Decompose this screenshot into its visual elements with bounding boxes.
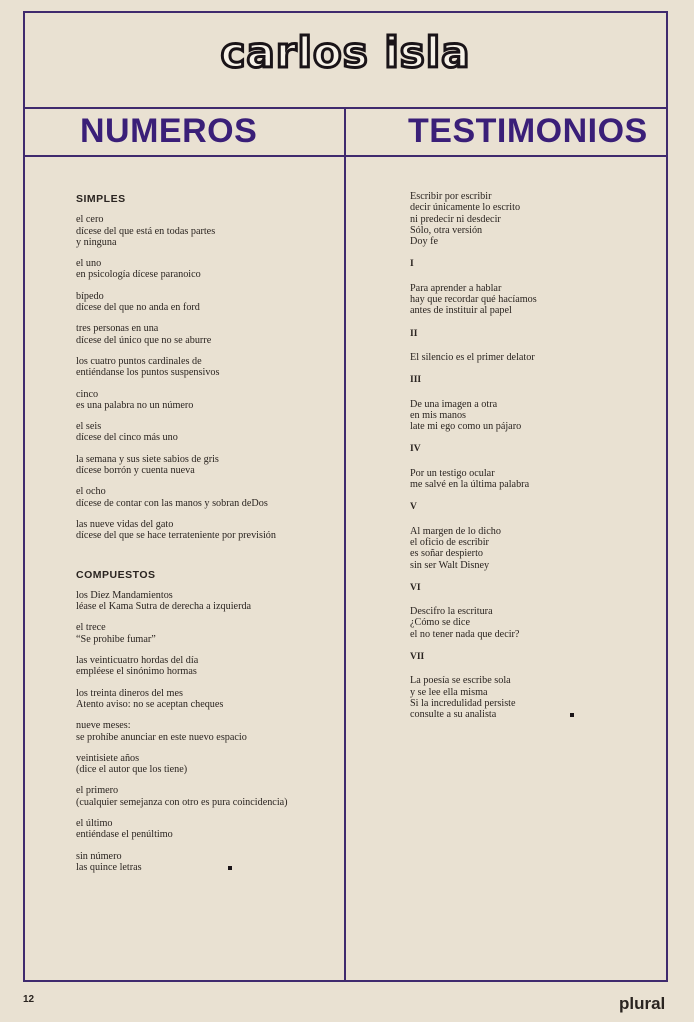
- verse-line: me salvé en la última palabra: [410, 479, 530, 491]
- verse-line: Doy fe: [410, 236, 439, 248]
- stanza: [76, 356, 338, 379]
- stanza: [410, 399, 660, 433]
- verse-line: el primero: [76, 785, 119, 797]
- verse-line: dícese del que se hace terrateniente por previsión: [76, 530, 276, 542]
- stanza: [76, 214, 338, 248]
- verse-line: Al margen de lo dicho: [410, 525, 501, 537]
- testimonios-intro: [410, 191, 660, 247]
- verse-line: consulte a su analista: [410, 709, 660, 720]
- verse-line: las veinticuatro hordas del día: [76, 655, 199, 667]
- stanza: [76, 258, 338, 281]
- section-numeral: V: [410, 502, 417, 513]
- verse-line: el último: [76, 817, 113, 829]
- verse-line: y ninguna: [76, 236, 117, 248]
- verse-line: De una imagen a otra: [410, 398, 498, 410]
- verse-line: el trece: [76, 622, 106, 634]
- author-title: carlos isla: [220, 28, 471, 77]
- verse-line: entiéndase el penúltimo: [76, 829, 173, 841]
- verse-line: Por un testigo ocular: [410, 467, 495, 479]
- testimonios-sections: [410, 259, 660, 720]
- verse-line: ¿Cómo se dice: [410, 617, 470, 629]
- verse-line: “Se prohibe fumar”: [76, 633, 156, 645]
- stanza: [410, 468, 660, 491]
- section-numeral: VII: [410, 652, 425, 663]
- verse-line: bípedo: [76, 290, 104, 302]
- section-numeral: VI: [410, 582, 421, 593]
- verse-line: es soñar despierto: [410, 548, 483, 560]
- verse-line: Atento aviso: no se aceptan cheques: [76, 698, 224, 710]
- stanza: [76, 688, 338, 711]
- compuestos-poem: [76, 590, 338, 873]
- verse-line: dícese del cinco más uno: [76, 432, 178, 444]
- verse-line: empléese el sinónimo hormas: [76, 666, 197, 678]
- verse-line: en psicología dícese paranoico: [76, 269, 201, 281]
- verse-line: dícese del que está en todas partes: [76, 225, 216, 237]
- verse-line: las nueve vidas del gato: [76, 518, 174, 530]
- simples-poem: [76, 214, 338, 541]
- verse-line: cinco: [76, 388, 99, 400]
- verse-line: (cualquier semejanza con otro es pura coincidencia): [76, 796, 288, 808]
- verse-line: los Diez Mandamientos: [76, 589, 173, 601]
- verse-line: dícese de contar con las manos y sobran deDos: [76, 497, 268, 509]
- verse-line: Para aprender a hablar: [410, 282, 502, 294]
- stanza: [76, 622, 338, 645]
- verse-line: hay que recordar qué hacíamos: [410, 294, 537, 306]
- verse-line: se prohíbe anunciar en este nuevo espacio: [76, 731, 247, 743]
- stanza: [76, 323, 338, 346]
- stanza: [410, 352, 660, 363]
- end-mark: [228, 866, 232, 870]
- magazine-logo: plural: [619, 994, 666, 1013]
- verse-line: dícese del que no anda en ford: [76, 302, 200, 314]
- verse-line: Sólo, otra versión: [410, 224, 483, 236]
- verse-line: tres personas en una: [76, 323, 159, 335]
- stanza: [76, 519, 338, 542]
- verse-line: la semana y sus siete sabios de gris: [76, 453, 219, 465]
- verse-line: los cuatro puntos cardinales de: [76, 355, 202, 367]
- verse-line: antes de instituir al papel: [410, 305, 512, 317]
- verse-line: el uno: [76, 258, 102, 270]
- compuestos-heading: COMPUESTOS: [76, 568, 156, 581]
- verse-line: sin número: [76, 850, 122, 862]
- verse-line: nueve meses:: [76, 720, 131, 732]
- verse-line: el no tener nada que decir?: [410, 628, 520, 640]
- verse-line: decir únicamente lo escrito: [410, 202, 521, 214]
- stanza: [410, 526, 660, 571]
- page-number: 12: [23, 994, 35, 1005]
- column-divider: [344, 107, 346, 982]
- left-column-title: NUMEROS: [80, 112, 258, 150]
- stanza: [76, 851, 338, 874]
- stanza: [76, 389, 338, 412]
- stanza: [76, 590, 338, 613]
- section-numeral: III: [410, 375, 422, 386]
- section-numeral: I: [410, 259, 414, 270]
- stanza: [76, 785, 338, 808]
- stanza: [410, 675, 660, 720]
- verse-line: el cero: [76, 214, 104, 226]
- verse-line: veintisiete años: [76, 752, 140, 764]
- verse-line: ni predecir ni desdecir: [410, 213, 501, 225]
- verse-line: late mi ego como un pájaro: [410, 421, 522, 433]
- stanza: [410, 283, 660, 317]
- verse-line: en mis manos: [410, 409, 467, 421]
- verse-line: sin ser Walt Disney: [410, 559, 490, 571]
- testimonios-column: [410, 191, 660, 731]
- verse-line: el seis: [76, 421, 102, 433]
- verse-line: Si la incredulidad persiste: [410, 697, 516, 709]
- verse-line: el oficio de escribir: [410, 536, 489, 548]
- verse-line: El silencio es el primer delator: [410, 351, 535, 363]
- stanza: [76, 486, 338, 509]
- verse-line: dícese borrón y cuenta nueva: [76, 465, 195, 477]
- section-numeral: IV: [410, 444, 421, 455]
- verse-line: es una palabra no un número: [76, 399, 194, 411]
- verse-line: La poesía se escribe sola: [410, 675, 511, 687]
- stanza: [76, 421, 338, 444]
- end-mark: [570, 713, 574, 717]
- stanza: [410, 606, 660, 640]
- verse-line: léase el Kama Sutra de derecha a izquierda: [76, 601, 252, 613]
- verse-line: el ocho: [76, 486, 106, 498]
- simples-heading: SIMPLES: [76, 193, 126, 205]
- verse-line: dícese del único que no se aburre: [76, 334, 212, 346]
- verse-line: Descifro la escritura: [410, 606, 493, 618]
- verse-line: Escribir por escribir: [410, 191, 492, 202]
- verse-line: (dice el autor que los tiene): [76, 764, 188, 776]
- stanza: [76, 818, 338, 841]
- verse-line: las quince letras: [76, 862, 338, 873]
- stanza: [76, 753, 338, 776]
- stanza: [76, 720, 338, 743]
- stanza: [76, 454, 338, 477]
- stanza: [76, 291, 338, 314]
- verse-line: los treinta dineros del mes: [76, 687, 183, 699]
- section-numeral: II: [410, 328, 418, 339]
- verse-line: entiéndanse los puntos suspensivos: [76, 367, 220, 379]
- right-column-title: TESTIMONIOS: [408, 112, 648, 150]
- stanza: [76, 655, 338, 678]
- numeros-column: [76, 194, 338, 883]
- verse-line: y se lee ella misma: [410, 686, 488, 698]
